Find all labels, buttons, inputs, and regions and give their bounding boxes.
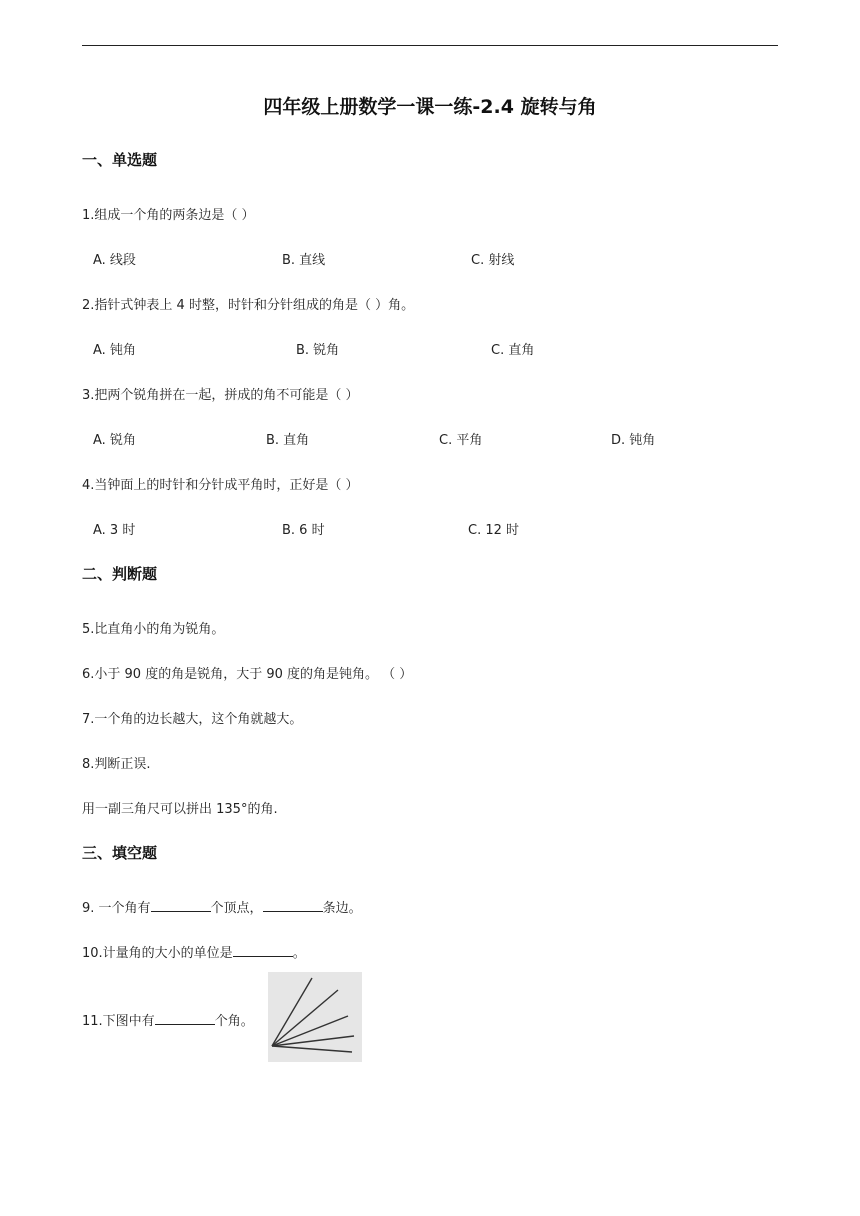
q3-option-d: D. 钝角 [611,433,656,448]
question-4: 4.当钟面上的时针和分针成平角时，正好是（ ） [82,478,359,493]
q11-suffix: 个角。 [214,1014,254,1029]
q11-prefix: 11.下图中有 [82,1014,155,1029]
angles-figure [268,972,362,1062]
question-3: 3.把两个锐角拼在一起，拼成的角不可能是（ ） [82,388,359,403]
q9-blank-vertex[interactable] [151,897,211,912]
ray-5 [272,1046,352,1052]
q10-blank[interactable] [233,942,293,957]
q10-suffix: 。 [292,946,306,961]
section-heading-fill-blank: 三、填空题 [82,844,158,862]
rays-diagram [268,972,362,1062]
q1-option-b: B. 直线 [282,253,326,268]
question-7: 7.一个角的边长越大，这个角就越大。 [82,712,303,727]
q3-option-b: B. 直角 [266,433,310,448]
q9-prefix: 9. 一个角有 [82,901,151,916]
question-2: 2.指针式钟表上 4 时整，时针和分针组成的角是（ ）角。 [82,298,415,313]
question-11 [82,1010,254,1029]
q11-blank[interactable] [155,1010,215,1025]
section-heading-true-false: 二、判断题 [82,565,158,583]
question-8: 8.判断正误. [82,757,151,772]
header-rule [82,45,778,46]
q1-option-a: A. 线段 [93,253,136,268]
question-1: 1.组成一个角的两条边是（ ） [82,208,255,223]
q3-option-c: C. 平角 [439,433,483,448]
q4-option-b: B. 6 时 [282,523,325,538]
q3-option-a: A. 锐角 [93,433,136,448]
ray-2 [272,990,338,1046]
q10-prefix: 10.计量角的大小的单位是 [82,946,233,961]
q9-blank-side[interactable] [263,897,323,912]
question-5: 5.比直角小的角为锐角。 [82,622,225,637]
question-10 [82,942,306,961]
q2-option-a: A. 钝角 [93,343,136,358]
q2-option-b: B. 锐角 [296,343,340,358]
q4-option-a: A. 3 时 [93,523,136,538]
ray-1 [272,978,312,1046]
q2-option-c: C. 直角 [491,343,535,358]
section-heading-single-choice: 一、单选题 [82,151,158,169]
q4-option-c: C. 12 时 [468,523,520,538]
question-6: 6.小于 90 度的角是锐角，大于 90 度的角是钝角。 （ ） [82,667,413,682]
page-title: 四年级上册数学一课一练-2.4 旋转与角 [263,96,597,118]
q9-suffix: 条边。 [322,901,362,916]
q1-option-c: C. 射线 [471,253,515,268]
question-9 [82,897,362,916]
q9-mid: 个顶点， [210,901,263,916]
question-8-statement: 用一副三角尺可以拼出 135°的角. [82,802,278,817]
